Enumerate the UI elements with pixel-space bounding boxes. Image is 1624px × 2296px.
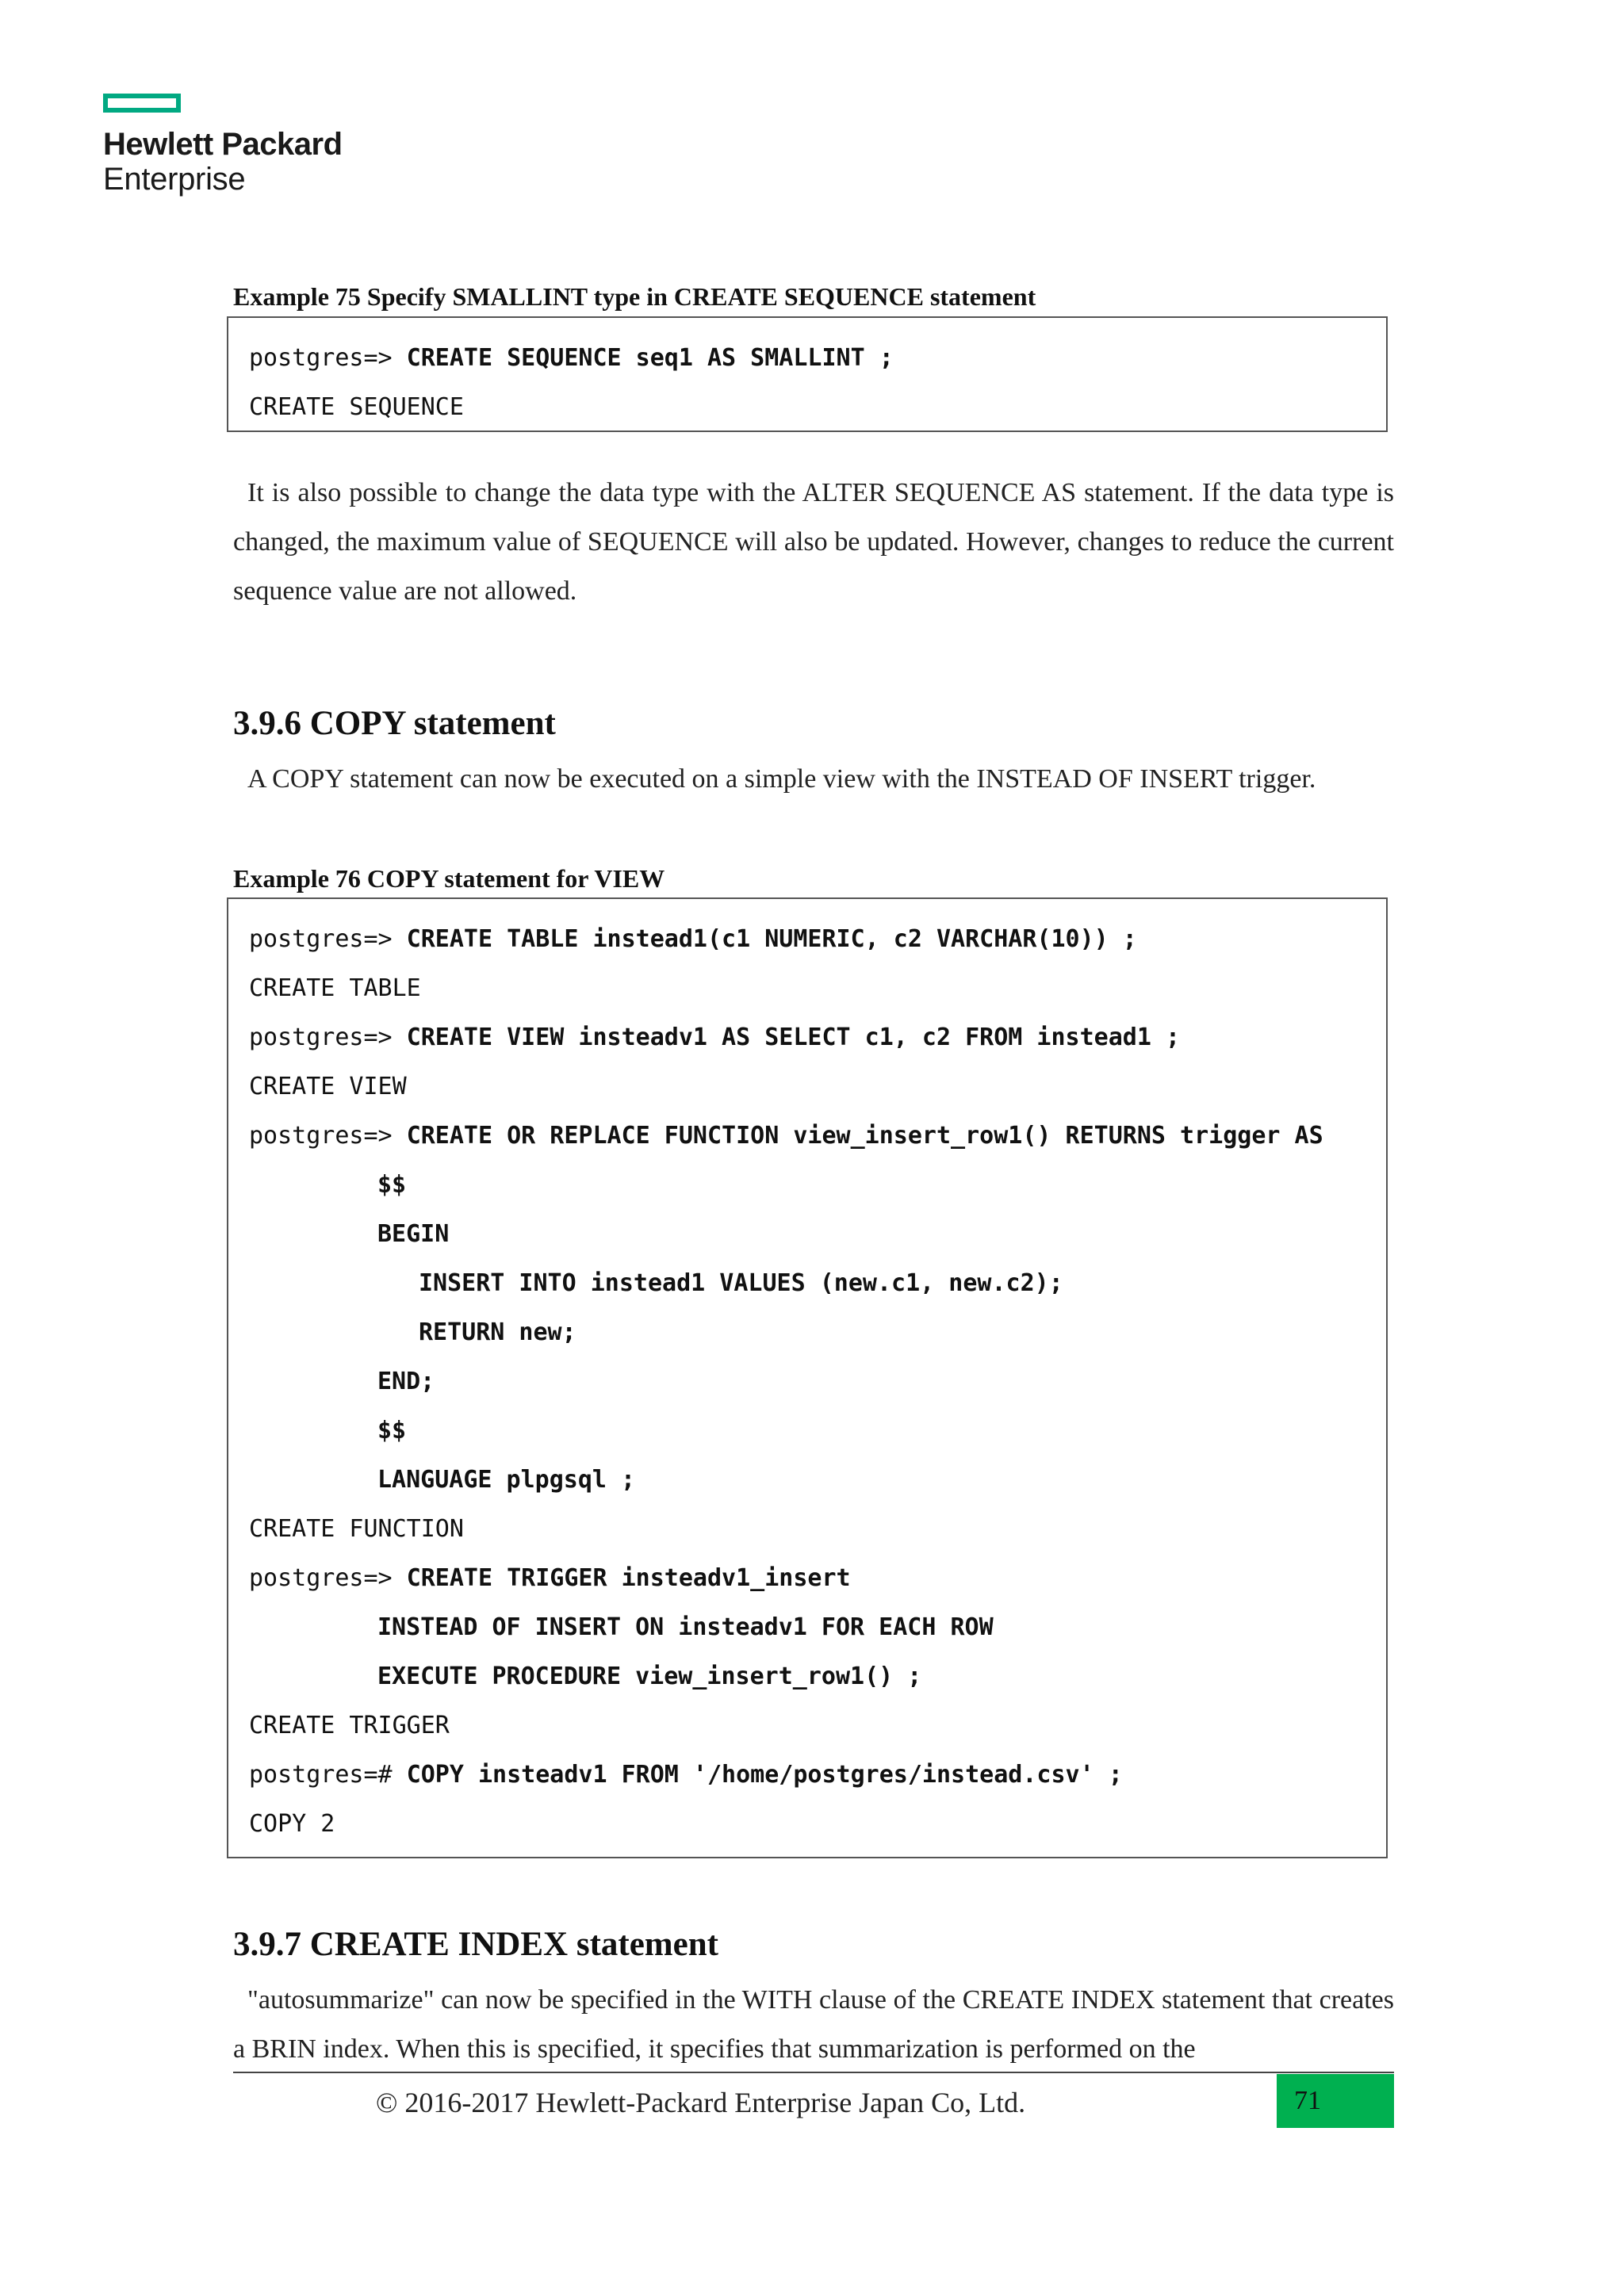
logo-line1: Hewlett Packard [103,127,343,162]
code-line: INSERT INTO instead1 VALUES (new.c1, new.c2); [419,1269,1063,1297]
section-3-9-6-text: A COPY statement can now be executed on a simple view with the INSTEAD OF INSERT trigger. [247,764,1316,794]
code-line: END; [377,1368,435,1395]
code-line: postgres=> CREATE OR REPLACE FUNCTION view_insert_row1() RETURNS trigger AS [249,1122,1323,1150]
footer-copyright: © 2016-2017 Hewlett-Packard Enterprise Japan Co, Ltd. [376,2087,1026,2118]
code-line: RETURN new; [419,1318,576,1346]
code-line: CREATE FUNCTION [249,1515,464,1543]
code-line: $$ [377,1417,407,1445]
code-line: CREATE SEQUENCE [249,393,464,421]
code-line: $$ [377,1171,407,1199]
logo-line2: Enterprise [103,162,246,197]
code-line: CREATE VIEW [249,1073,407,1100]
code-line: LANGUAGE plpgsql ; [377,1466,636,1494]
page-number: 71 [1294,2086,1321,2115]
code-line: COPY 2 [249,1810,335,1838]
paragraph-alter-sequence: It is also possible to change the data type with the ALTER SEQUENCE AS statement. If the data type is changed, the maximum value of SEQUENCE will also be updated. However, changes to reduce the current sequence value are not allowed. [233,478,1394,606]
hpe-logo-mark [103,94,181,113]
hpe-logo [103,94,343,197]
code-line: postgres=> CREATE SEQUENCE seq1 AS SMALLINT ; [249,344,894,372]
section-3-9-7-text: "autosummarize" can now be specified in the WITH clause of the CREATE INDEX statement that creates a BRIN index. When this is specified, it specifies that summarization is performed on the [233,1985,1394,2064]
example75-code-block [227,316,1388,432]
code-line: postgres=> CREATE VIEW insteadv1 AS SELECT c1, c2 FROM instead1 ; [249,1024,1181,1051]
code-line: BEGIN [377,1220,450,1248]
code-line: postgres=> CREATE TABLE instead1(c1 NUMERIC, c2 VARCHAR(10)) ; [249,925,1137,953]
example76-code-block [227,897,1388,1858]
footer-divider [233,2072,1394,2073]
code-line: INSTEAD OF INSERT ON insteadv1 FOR EACH ROW [377,1613,994,1641]
example76-caption: Example 76 COPY statement for VIEW [233,864,665,893]
code-line: EXECUTE PROCEDURE view_insert_row1() ; [377,1663,922,1690]
code-line: CREATE TRIGGER [249,1712,450,1739]
code-line: postgres=# COPY insteadv1 FROM '/home/postgres/instead.csv' ; [249,1761,1123,1789]
example75-caption: Example 75 Specify SMALLINT type in CREATE SEQUENCE statement [233,282,1036,311]
section-heading-3-9-7: 3.9.7 CREATE INDEX statement [233,1926,718,1963]
code-line: postgres=> CREATE TRIGGER insteadv1_insert [249,1564,851,1592]
page-number-box [1277,2074,1394,2128]
code-line: CREATE TABLE [249,974,421,1002]
section-heading-3-9-6: 3.9.6 COPY statement [233,705,556,742]
